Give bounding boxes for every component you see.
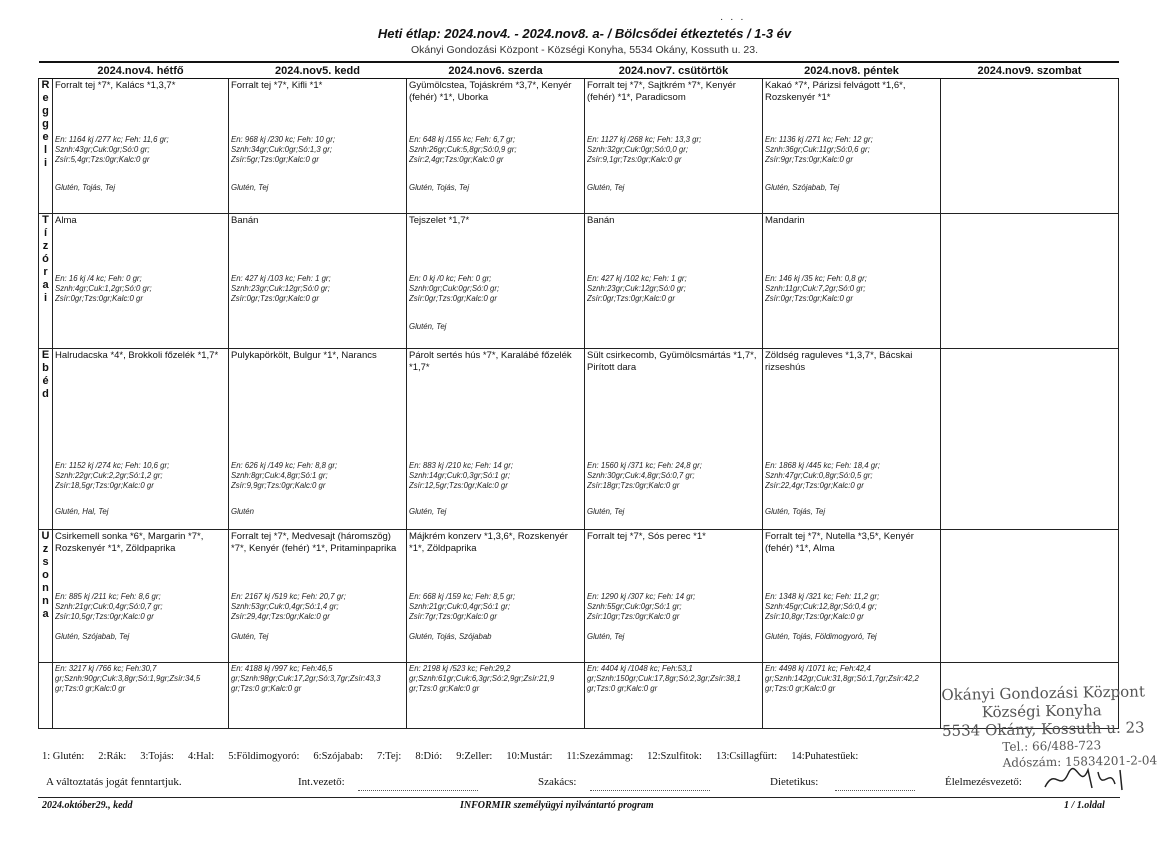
menu-cell [53, 530, 229, 663]
dish-text: Banán [231, 215, 259, 226]
dish-text: Pulykapörkölt, Bulgur *1*, Narancs [231, 350, 377, 361]
nutrition-line: En: 1127 kj /268 kc; Feh: 13,3 gr; [587, 135, 702, 144]
stamp-line: 5534 Okány, Kossuth u. 23 [941, 718, 1145, 740]
menu-cell [941, 79, 1119, 214]
dish-text: Gyümölcstea, Tojáskrém *3,7*, Kenyér (fehér) *1*, Uborka [409, 80, 572, 103]
meal-label-letter: U [41, 530, 50, 542]
nutrition-line: Sznh:32gr;Cuk:0gr;Só:0,0 gr; [587, 145, 688, 154]
nutrition-line: En: 1164 kj /277 kc; Feh: 11,6 gr; [55, 135, 169, 144]
nutrition-line: Sznh:43gr;Cuk:0gr;Só:0 gr; [55, 145, 150, 154]
nutrition-line: Sznh:0gr;Cuk:0gr;Só:0 gr; [409, 284, 500, 293]
dish-text: Zöldség raguleves *1,3,7*, Bácskai rizseshús [765, 350, 913, 373]
nutrition-info [765, 592, 939, 622]
dietetikus-label: Dietetikus: [770, 776, 819, 788]
nutrition-info [587, 274, 761, 304]
dish-text [941, 530, 1118, 531]
dish-text: Forralt tej *7*, Sajtkrém *7*, Kenyér (fehér) *1*, Paradicsom [587, 80, 736, 103]
stamp-line: Tel.: 66/488-723 [1002, 738, 1102, 754]
dish-text: Párolt sertés hús *7*, Karalábé főzelék *1,7* [409, 350, 572, 373]
legend-item: 1: Glutén: [42, 751, 85, 762]
daily-total-text: En: 4188 kj /997 kc; Feh:46,5 gr;Sznh:98gr;Cuk:17,2gr;Só:3,7gr;Zsír:43,3 gr;Tzs:0 gr;Kalc:0 gr [231, 664, 381, 693]
meal-label-letter: z [42, 543, 49, 555]
dish-text: Halrudacska *4*, Brokkoli főzelék *1,7* [55, 350, 219, 361]
daily-total-cell [229, 663, 407, 729]
day-header-row [39, 62, 1119, 79]
signature-line [835, 790, 915, 791]
nutrition-line: En: 2167 kj /519 kc; Feh: 20,7 gr; [231, 592, 346, 601]
nutrition-line: Zsír:7gr;Tzs:0gr;Kalc:0 gr [409, 612, 497, 621]
dish-text [941, 79, 1118, 80]
meal-label-letter: e [42, 92, 49, 104]
meal-label-letter: i [43, 292, 48, 304]
nutrition-info [55, 135, 227, 165]
dish-text: Mandarin [765, 215, 805, 226]
meal-label-letter: e [42, 131, 49, 143]
menu-cell [407, 349, 585, 530]
nutrition-line: Sznh:23gr;Cuk:12gr;Só:0 gr; [587, 284, 686, 293]
menu-cell [763, 349, 941, 530]
day-header: 2024.nov7. csütörtök [585, 62, 763, 79]
nutrition-line: Sznh:45gr;Cuk:12,8gr;Só:0,4 gr; [765, 602, 877, 611]
meal-label-letter: ó [42, 253, 49, 265]
nutrition-line: En: 1136 kj /271 kc; Feh: 12 gr; [765, 135, 873, 144]
nutrition-line: Sznh:47gr;Cuk:0,8gr;Só:0,5 gr; [765, 471, 873, 480]
nutrition-line: Zsír:22,4gr;Tzs:0gr;Kalc:0 gr [765, 481, 864, 490]
day-header: 2024.nov9. szombat [941, 62, 1119, 79]
weekly-menu-table [38, 61, 1119, 729]
footer-divider [38, 797, 1120, 798]
dish-text: Kakaó *7*, Párizsi felvágott *1,6*, Rozskenyér *1* [765, 80, 906, 103]
meal-label-letter: n [42, 595, 49, 607]
nutrition-line: Zsír:0gr;Tzs:0gr;Kalc:0 gr [587, 294, 675, 303]
allergen-list: Glutén, Tej [409, 507, 447, 516]
legend-item: 2:Rák: [98, 751, 127, 762]
legend-item: 10:Mustár: [506, 751, 553, 762]
meal-label-letter: í [43, 227, 48, 239]
nutrition-line: Sznh:21gr;Cuk:0,4gr;Só:1 gr; [409, 602, 510, 611]
nutrition-line: En: 885 kj /211 kc; Feh: 8,6 gr; [55, 592, 161, 601]
daily-total-text: En: 4404 kj /1048 kc; Feh:53,1 gr;Sznh:150gr;Cuk:17,8gr;Só:2,3gr;Zsír:38,1 gr;Tzs:0 gr;Kalc:0 gr [587, 664, 741, 693]
nutrition-line: Zsír:5gr;Tzs:0gr;Kalc:0 gr [231, 155, 319, 164]
signature-line [358, 790, 478, 791]
nutrition-line: Sznh:26gr;Cuk:5,8gr;Só:0,9 gr; [409, 145, 517, 154]
dish-text: Sült csirkecomb, Gyümölcsmártás *1,7*, Pirított dara [587, 350, 757, 373]
nutrition-line: Zsír:10,5gr;Tzs:0gr;Kalc:0 gr [55, 612, 154, 621]
day-header: 2024.nov5. kedd [229, 62, 407, 79]
menu-cell [763, 79, 941, 214]
meal-row [39, 349, 1119, 530]
daily-total-text: En: 3217 kj /766 kc; Feh:30,7 gr;Sznh:90gr;Cuk:3,8gr;Só:1,9gr;Zsír:34,5 gr;Tzs:0 gr;Kalc:0 gr [55, 664, 201, 693]
allergen-list: Glutén, Tej [231, 183, 269, 192]
meal-label-letter: R [41, 79, 50, 91]
nutrition-info [231, 461, 405, 491]
nutrition-info [765, 461, 939, 491]
dish-text [941, 214, 1118, 215]
menu-cell [941, 349, 1119, 530]
menu-cell [407, 214, 585, 349]
day-header: 2024.nov8. péntek [763, 62, 941, 79]
nutrition-line: Zsír:12,5gr;Tzs:0gr;Kalc:0 gr [409, 481, 508, 490]
nutrition-line: En: 427 kj /102 kc; Feh: 1 gr; [587, 274, 687, 283]
meal-label-letter: r [43, 266, 48, 278]
menu-cell [407, 79, 585, 214]
nutrition-line: Zsír:10,8gr;Tzs:0gr;Kalc:0 gr [765, 612, 864, 621]
nutrition-info [231, 135, 405, 165]
meal-label-letter: b [42, 362, 49, 374]
nutrition-line: Zsír:5,4gr;Tzs:0gr;Kalc:0 gr [55, 155, 150, 164]
disclaimer: A változtatás jogát fenntartjuk. [46, 776, 182, 788]
menu-cell [585, 79, 763, 214]
menu-cell [53, 349, 229, 530]
legend-item: 8:Dió: [415, 751, 443, 762]
int-vezeto-label: Int.vezető: [298, 776, 345, 788]
menu-cell [53, 214, 229, 349]
page-number: 1 / 1.oldal [1064, 800, 1105, 811]
dish-text: Csirkemell sonka *6*, Margarin *7*, Rozskenyér *1*, Zöldpaprika [55, 531, 204, 554]
meal-label-letter: i [43, 157, 48, 169]
page-title: Heti étlap: 2024.nov4. - 2024.nov8. a- / Bölcsődei étkeztetés / 1-3 év [377, 26, 792, 41]
daily-total-text [941, 663, 1118, 665]
allergen-list: Glutén, Tojás, Tej [55, 183, 116, 192]
allergen-legend [42, 751, 1167, 762]
meal-row [39, 530, 1119, 663]
handwritten-signature [1040, 762, 1130, 794]
menu-cell [585, 530, 763, 663]
allergen-list: Glutén, Hal, Tej [55, 507, 109, 516]
nutrition-line: Sznh:30gr;Cuk:4,8gr;Só:0,7 gr; [587, 471, 695, 480]
nutrition-line: Sznh:14gr;Cuk:0,3gr;Só:1 gr; [409, 471, 510, 480]
dish-text: Májkrém konzerv *1,3,6*, Rozskenyér *1*, Zöldpaprika [409, 531, 568, 554]
nutrition-line: En: 883 kj /210 kc; Feh: 14 gr; [409, 461, 514, 470]
menu-cell [941, 530, 1119, 663]
daily-total-cell [585, 663, 763, 729]
nutrition-line: Zsír:18gr;Tzs:0gr;Kalc:0 gr [587, 481, 680, 490]
meal-label-letter: g [42, 118, 49, 130]
allergen-list: Glutén, Tojás, Földimogyoró, Tej [765, 632, 877, 641]
meal-label-letter: a [42, 279, 49, 291]
legend-item: 14:Puhatestűek: [791, 751, 859, 762]
nutrition-info [409, 274, 583, 304]
nutrition-line: Sznh:53gr;Cuk:0,4gr;Só:1,4 gr; [231, 602, 339, 611]
meal-label-letter: d [42, 388, 49, 400]
menu-cell [585, 349, 763, 530]
allergen-list: Glutén, Szójabab, Tej [55, 632, 130, 641]
print-date: 2024.október29., kedd [42, 800, 133, 811]
legend-item: 7:Tej: [377, 751, 402, 762]
menu-cell [229, 214, 407, 349]
dish-text: Forralt tej *7*, Kifli *1* [231, 80, 323, 91]
menu-cell [763, 530, 941, 663]
program-name: INFORMIR személyügyi nyilvántartó program [460, 800, 654, 811]
nutrition-line: Zsír:18,5gr;Tzs:0gr;Kalc:0 gr [55, 481, 154, 490]
nutrition-line: Sznh:34gr;Cuk:0gr;Só:1,3 gr; [231, 145, 332, 154]
daily-total-text: En: 2198 kj /523 kc; Feh:29,2 gr;Sznh:61gr;Cuk:6,3gr;Só:2,9gr;Zsír:21,9 gr;Tzs:0 gr;Kalc:0 gr [409, 664, 555, 693]
allergen-list: Glutén, Tojás, Tej [409, 183, 470, 192]
meal-label-letter: E [41, 349, 50, 361]
meal-label [39, 79, 53, 214]
nutrition-info [587, 135, 761, 165]
menu-cell [229, 349, 407, 530]
legend-item: 12:Szulfitok: [647, 751, 702, 762]
menu-cell [585, 214, 763, 349]
menu-cell [53, 79, 229, 214]
meal-label-letter: g [42, 105, 49, 117]
nutrition-line: Sznh:55gr;Cuk:0gr;Só:1 gr; [587, 602, 682, 611]
nutrition-line: Sznh:23gr;Cuk:12gr;Só:0 gr; [231, 284, 330, 293]
dish-text [941, 349, 1118, 350]
nutrition-info [231, 592, 405, 622]
nutrition-line: En: 1560 kj /371 kc; Feh: 24,8 gr; [587, 461, 702, 470]
menu-cell [763, 214, 941, 349]
nutrition-line: En: 668 kj /159 kc; Feh: 8,5 gr; [409, 592, 516, 601]
meal-label-letter: T [42, 214, 49, 226]
dish-text: Forralt tej *7*, Nutella *3,5*, Kenyér (fehér) *1*, Alma [765, 531, 914, 554]
nutrition-line: En: 1868 kj /445 kc; Feh: 18,4 gr; [765, 461, 880, 470]
meal-row [39, 214, 1119, 349]
menu-cell [941, 214, 1119, 349]
allergen-list: Glutén, Szójabab, Tej [765, 183, 840, 192]
nutrition-line: Zsír:0gr;Tzs:0gr;Kalc:0 gr [765, 294, 853, 303]
nutrition-info [55, 461, 227, 491]
nutrition-line: En: 1348 kj /321 kc; Feh: 11,2 gr; [765, 592, 880, 601]
legend-item: 6:Szójabab: [313, 751, 363, 762]
meal-label-letter: n [42, 582, 49, 594]
nutrition-line: Zsír:29,4gr;Tzs:0gr;Kalc:0 gr [231, 612, 330, 621]
nutrition-line: Zsír:0gr;Tzs:0gr;Kalc:0 gr [409, 294, 497, 303]
nutrition-line: En: 1290 kj /307 kc; Feh: 14 gr; [587, 592, 696, 601]
nutrition-line: En: 1152 kj /274 kc; Feh: 10,6 gr; [55, 461, 170, 470]
meal-label [39, 349, 53, 530]
nutrition-info [409, 461, 583, 491]
dish-text: Alma [55, 215, 77, 226]
legend-item: 5:Földimogyoró: [228, 751, 300, 762]
meal-label-letter: s [42, 556, 49, 568]
dish-text: Forralt tej *7*, Kalács *1,3,7* [55, 80, 176, 91]
nutrition-line: En: 427 kj /103 kc; Feh: 1 gr; [231, 274, 331, 283]
menu-cell [407, 530, 585, 663]
elelmezesvezeto-label: Élelmezésvezető: [945, 776, 1022, 788]
nutrition-info [587, 461, 761, 491]
nutrition-line: Sznh:11gr;Cuk:7,2gr;Só:0 gr; [765, 284, 866, 293]
nutrition-info [765, 135, 939, 165]
nutrition-line: En: 968 kj /230 kc; Feh: 10 gr; [231, 135, 336, 144]
nutrition-info [55, 592, 227, 622]
allergen-list: Glutén [231, 507, 254, 516]
dish-text: Forralt tej *7*, Medvesajt (háromszög) *7*, Kenyér (fehér) *1*, Pritaminpaprika [231, 531, 397, 554]
allergen-list: Glutén, Tojás, Szójabab [409, 632, 492, 641]
szakacs-label: Szakács: [538, 776, 577, 788]
nutrition-line: En: 648 kj /155 kc; Feh: 6,7 gr; [409, 135, 516, 144]
nutrition-line: Sznh:36gr;Cuk:11gr;Só:0,6 gr; [765, 145, 870, 154]
nutrition-line: En: 626 kj /149 kc; Feh: 8,8 gr; [231, 461, 338, 470]
signature-line [590, 790, 710, 791]
nutrition-line: Zsír:9gr;Tzs:0gr;Kalc:0 gr [765, 155, 853, 164]
allergen-list: Glutén, Tej [587, 507, 625, 516]
nutrition-info [231, 274, 405, 304]
allergen-list: Glutén, Tej [231, 632, 269, 641]
menu-cell [229, 530, 407, 663]
legend-item: 9:Zeller: [456, 751, 493, 762]
nutrition-info [765, 274, 939, 304]
stamp-line: Okányi Gondozási Központ [941, 682, 1146, 704]
meal-label-letter: o [42, 569, 49, 581]
nutrition-line: En: 0 kj /0 kc; Feh: 0 gr; [409, 274, 492, 283]
nutrition-line: Sznh:8gr;Cuk:4,8gr;Só:1 gr; [231, 471, 328, 480]
nutrition-info [587, 592, 761, 622]
day-header: 2024.nov4. hétfő [53, 62, 229, 79]
meal-label-letter: é [42, 375, 49, 387]
meal-row [39, 79, 1119, 214]
stamp-line: Adószám: 15834201-2-04 [1002, 753, 1158, 770]
day-header: 2024.nov6. szerda [407, 62, 585, 79]
allergen-list: Glutén, Tojás, Tej [765, 507, 826, 516]
daily-total-cell [763, 663, 941, 729]
nutrition-line: En: 16 kj /4 kc; Feh: 0 gr; [55, 274, 142, 283]
nutrition-info [55, 274, 227, 304]
legend-item: 4:Hal: [187, 751, 215, 762]
legend-item: 3:Tojás: [140, 751, 174, 762]
nutrition-line: Zsír:0gr;Tzs:0gr;Kalc:0 gr [231, 294, 319, 303]
dish-text: Tejszelet *1,7* [409, 215, 470, 226]
meal-label-letter: a [42, 608, 49, 620]
nutrition-line: Zsír:10gr;Tzs:0gr;Kalc:0 gr [587, 612, 680, 621]
nutrition-info [409, 135, 583, 165]
nutrition-line: Zsír:0gr;Tzs:0gr;Kalc:0 gr [55, 294, 143, 303]
nutrition-line: Zsír:9,9gr;Tzs:0gr;Kalc:0 gr [231, 481, 326, 490]
menu-cell [229, 79, 407, 214]
nutrition-info [409, 592, 583, 622]
meal-label-letter: l [43, 144, 48, 156]
stamp-line: Községi Konyha [981, 701, 1102, 722]
nutrition-line: Sznh:22gr;Cuk:2,2gr;Só:1,2 gr; [55, 471, 163, 480]
meal-label-letter: z [42, 240, 49, 252]
nutrition-line: Zsír:2,4gr;Tzs:0gr;Kalc:0 gr [409, 155, 504, 164]
meal-label [39, 214, 53, 349]
allergen-list: Glutén, Tej [409, 322, 447, 331]
dish-text: Forralt tej *7*, Sós perec *1* [587, 531, 706, 542]
daily-total-cell [53, 663, 229, 729]
allergen-list: Glutén, Tej [587, 632, 625, 641]
legend-item: 11:Szezámmag: [566, 751, 634, 762]
legend-item: 13:Csillagfürt: [715, 751, 778, 762]
nutrition-line: Sznh:4gr;Cuk:1,2gr;Só:0 gr; [55, 284, 152, 293]
daily-total-cell [407, 663, 585, 729]
daily-total-text: En: 4498 kj /1071 kc; Feh:42,4 gr;Sznh:142gr;Cuk:31,8gr;Só:1,7gr;Zsír:42,2 gr;Tzs:0 gr;Kalc:0 gr [765, 664, 919, 693]
nutrition-line: Sznh:21gr;Cuk:0,4gr;Só:0,7 gr; [55, 602, 163, 611]
nutrition-line: En: 146 kj /35 kc; Feh: 0,8 gr; [765, 274, 867, 283]
dish-text: Banán [587, 215, 615, 226]
allergen-list: Glutén, Tej [587, 183, 625, 192]
nutrition-line: Zsír:9,1gr;Tzs:0gr;Kalc:0 gr [587, 155, 682, 164]
meal-label [39, 530, 53, 663]
scan-marks: · · · [720, 14, 746, 25]
page-subtitle: Okányi Gondozási Központ - Községi Konyha, 5534 Okány, Kossuth u. 23. [410, 44, 759, 56]
